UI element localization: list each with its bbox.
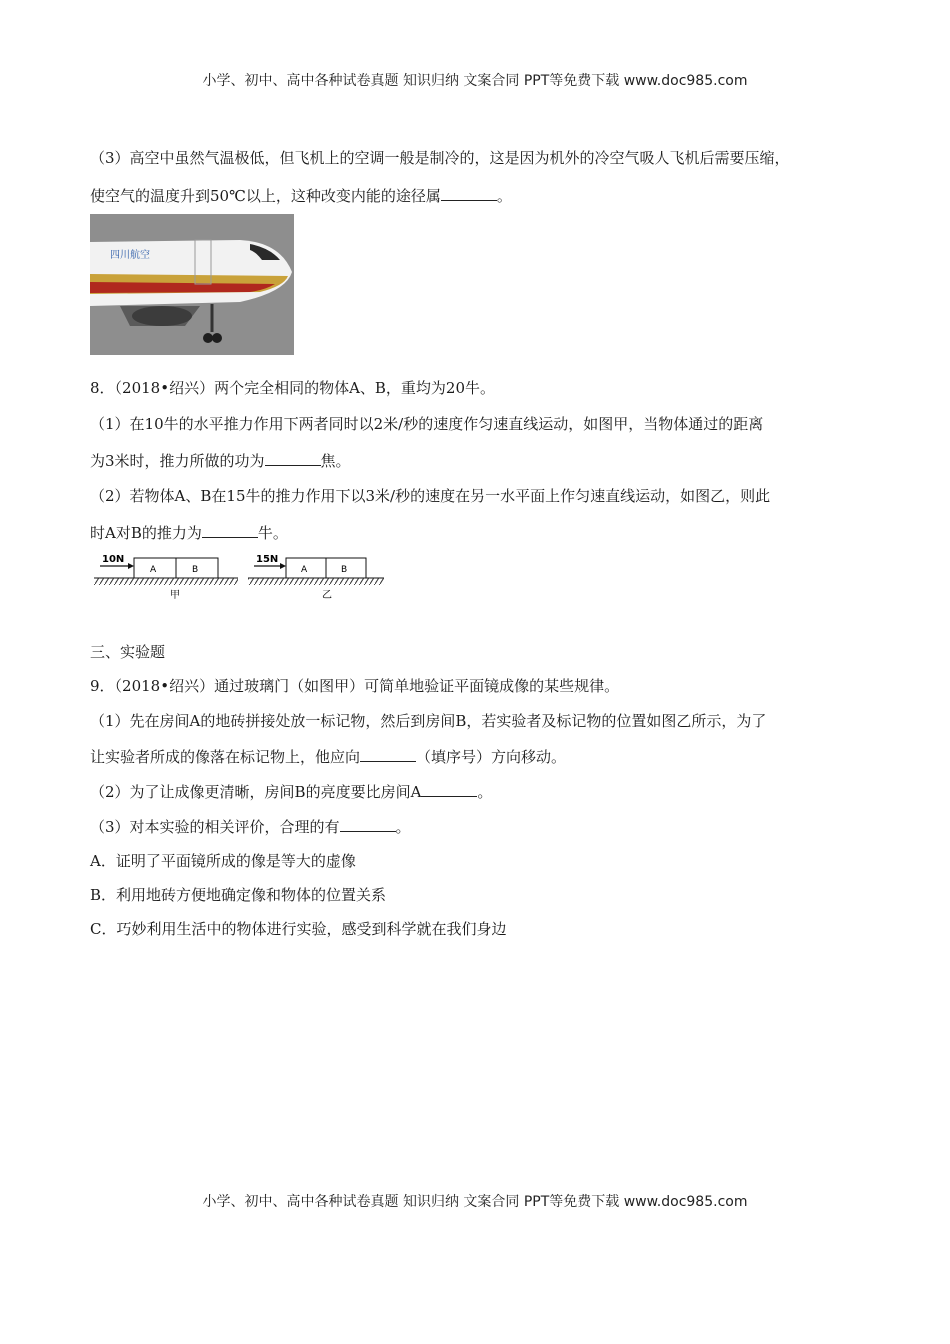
answer-blank bbox=[265, 451, 321, 466]
q9-part2-end: 。 bbox=[477, 783, 493, 801]
block-b-label: B bbox=[192, 565, 199, 575]
q8-part1-unit: 焦。 bbox=[320, 452, 351, 470]
q9-stem: 9．（2018•绍兴）通过玻璃门（如图甲）可简单地验证平面镜成像的某些规律。 bbox=[90, 677, 620, 695]
q8-part1-text: 为3米时，推力所做的功为 bbox=[90, 452, 265, 470]
q9-part1-text: 让实验者所成的像落在标记物上，他应向 bbox=[90, 748, 361, 766]
q8-stem: 8．（2018•绍兴）两个完全相同的物体A、B，重均为20牛。 bbox=[90, 379, 496, 397]
q9-part3 bbox=[90, 816, 411, 837]
page-header: 小学、初中、高中各种试卷真题 知识归纳 文案合同 PPT等免费下载 www.doc985.com bbox=[202, 73, 748, 89]
answer-blank bbox=[421, 782, 477, 797]
q9-part3-end: 。 bbox=[395, 818, 411, 836]
q9-option-a: A．证明了平面镜所成的像是等大的虚像 bbox=[90, 852, 356, 870]
force-label-10n: 10N bbox=[102, 554, 125, 565]
q8-part2-line1: （2）若物体A、B在15牛的推力作用下以3米/秒的速度在另一水平面上作匀速直线运动，如图乙，则此 bbox=[90, 487, 771, 505]
q9-part2-text: （2）为了让成像更清晰，房间B的亮度要比房间A bbox=[90, 783, 422, 801]
answer-blank bbox=[441, 186, 497, 201]
block-b-label: B bbox=[341, 565, 348, 575]
q7-part3-line1: （3）高空中虽然气温极低，但飞机上的空调一般是制冷的，这是因为机外的冷空气吸人飞机后需要压缩， bbox=[90, 149, 790, 167]
diagram-jia bbox=[94, 554, 238, 601]
answer-blank bbox=[360, 747, 416, 762]
caption-jia: 甲 bbox=[170, 590, 180, 601]
q7-part3-text: 使空气的温度升到50℃以上，这种改变内能的途径属 bbox=[90, 187, 441, 205]
q8-part2-text: 时A对B的推力为 bbox=[90, 524, 202, 542]
q8-part2-line2 bbox=[90, 522, 288, 543]
answer-blank bbox=[202, 523, 258, 538]
block-a-label: A bbox=[150, 565, 157, 575]
page-footer: 小学、初中、高中各种试卷真题 知识归纳 文案合同 PPT等免费下载 www.doc985.com bbox=[202, 1194, 748, 1210]
block-a-label: A bbox=[301, 565, 308, 575]
q9-option-b: B．利用地砖方便地确定像和物体的位置关系 bbox=[90, 886, 387, 904]
q7-part3-line2 bbox=[90, 185, 512, 206]
q8-part2-unit: 牛。 bbox=[257, 524, 288, 542]
q9-part1-end: （填序号）方向移动。 bbox=[416, 748, 567, 766]
q9-part1-line1: （1）先在房间A的地砖拼接处放一标记物，然后到房间B，若实验者及标记物的位置如图乙所示，为了 bbox=[90, 712, 767, 730]
q9-part1-line2 bbox=[90, 746, 566, 767]
q8-part1-line1: （1）在10牛的水平推力作用下两者同时以2米/秒的速度作匀速直线运动，如图甲，当物体通过的距离 bbox=[90, 415, 764, 433]
arrow-head-icon bbox=[280, 563, 286, 569]
q7-part3-end: 。 bbox=[496, 187, 512, 205]
q8-part1-line2 bbox=[90, 450, 351, 471]
airline-livery-text: 四川航空 bbox=[110, 250, 150, 261]
caption-yi: 乙 bbox=[322, 590, 332, 601]
q9-part2 bbox=[90, 781, 492, 802]
q9-part3-text: （3）对本实验的相关评价，合理的有 bbox=[90, 818, 340, 836]
answer-blank bbox=[340, 817, 396, 832]
arrow-head-icon bbox=[128, 563, 134, 569]
ground-hatch bbox=[94, 578, 238, 585]
section-title: 三、实验题 bbox=[90, 643, 166, 661]
airplane-photo bbox=[90, 214, 294, 355]
q9-option-c: C．巧妙利用生活中的物体进行实验，感受到科学就在我们身边 bbox=[90, 920, 507, 938]
force-diagrams bbox=[90, 552, 390, 602]
ground-hatch bbox=[248, 578, 384, 585]
diagram-yi bbox=[248, 554, 384, 601]
force-label-15n: 15N bbox=[256, 554, 279, 565]
